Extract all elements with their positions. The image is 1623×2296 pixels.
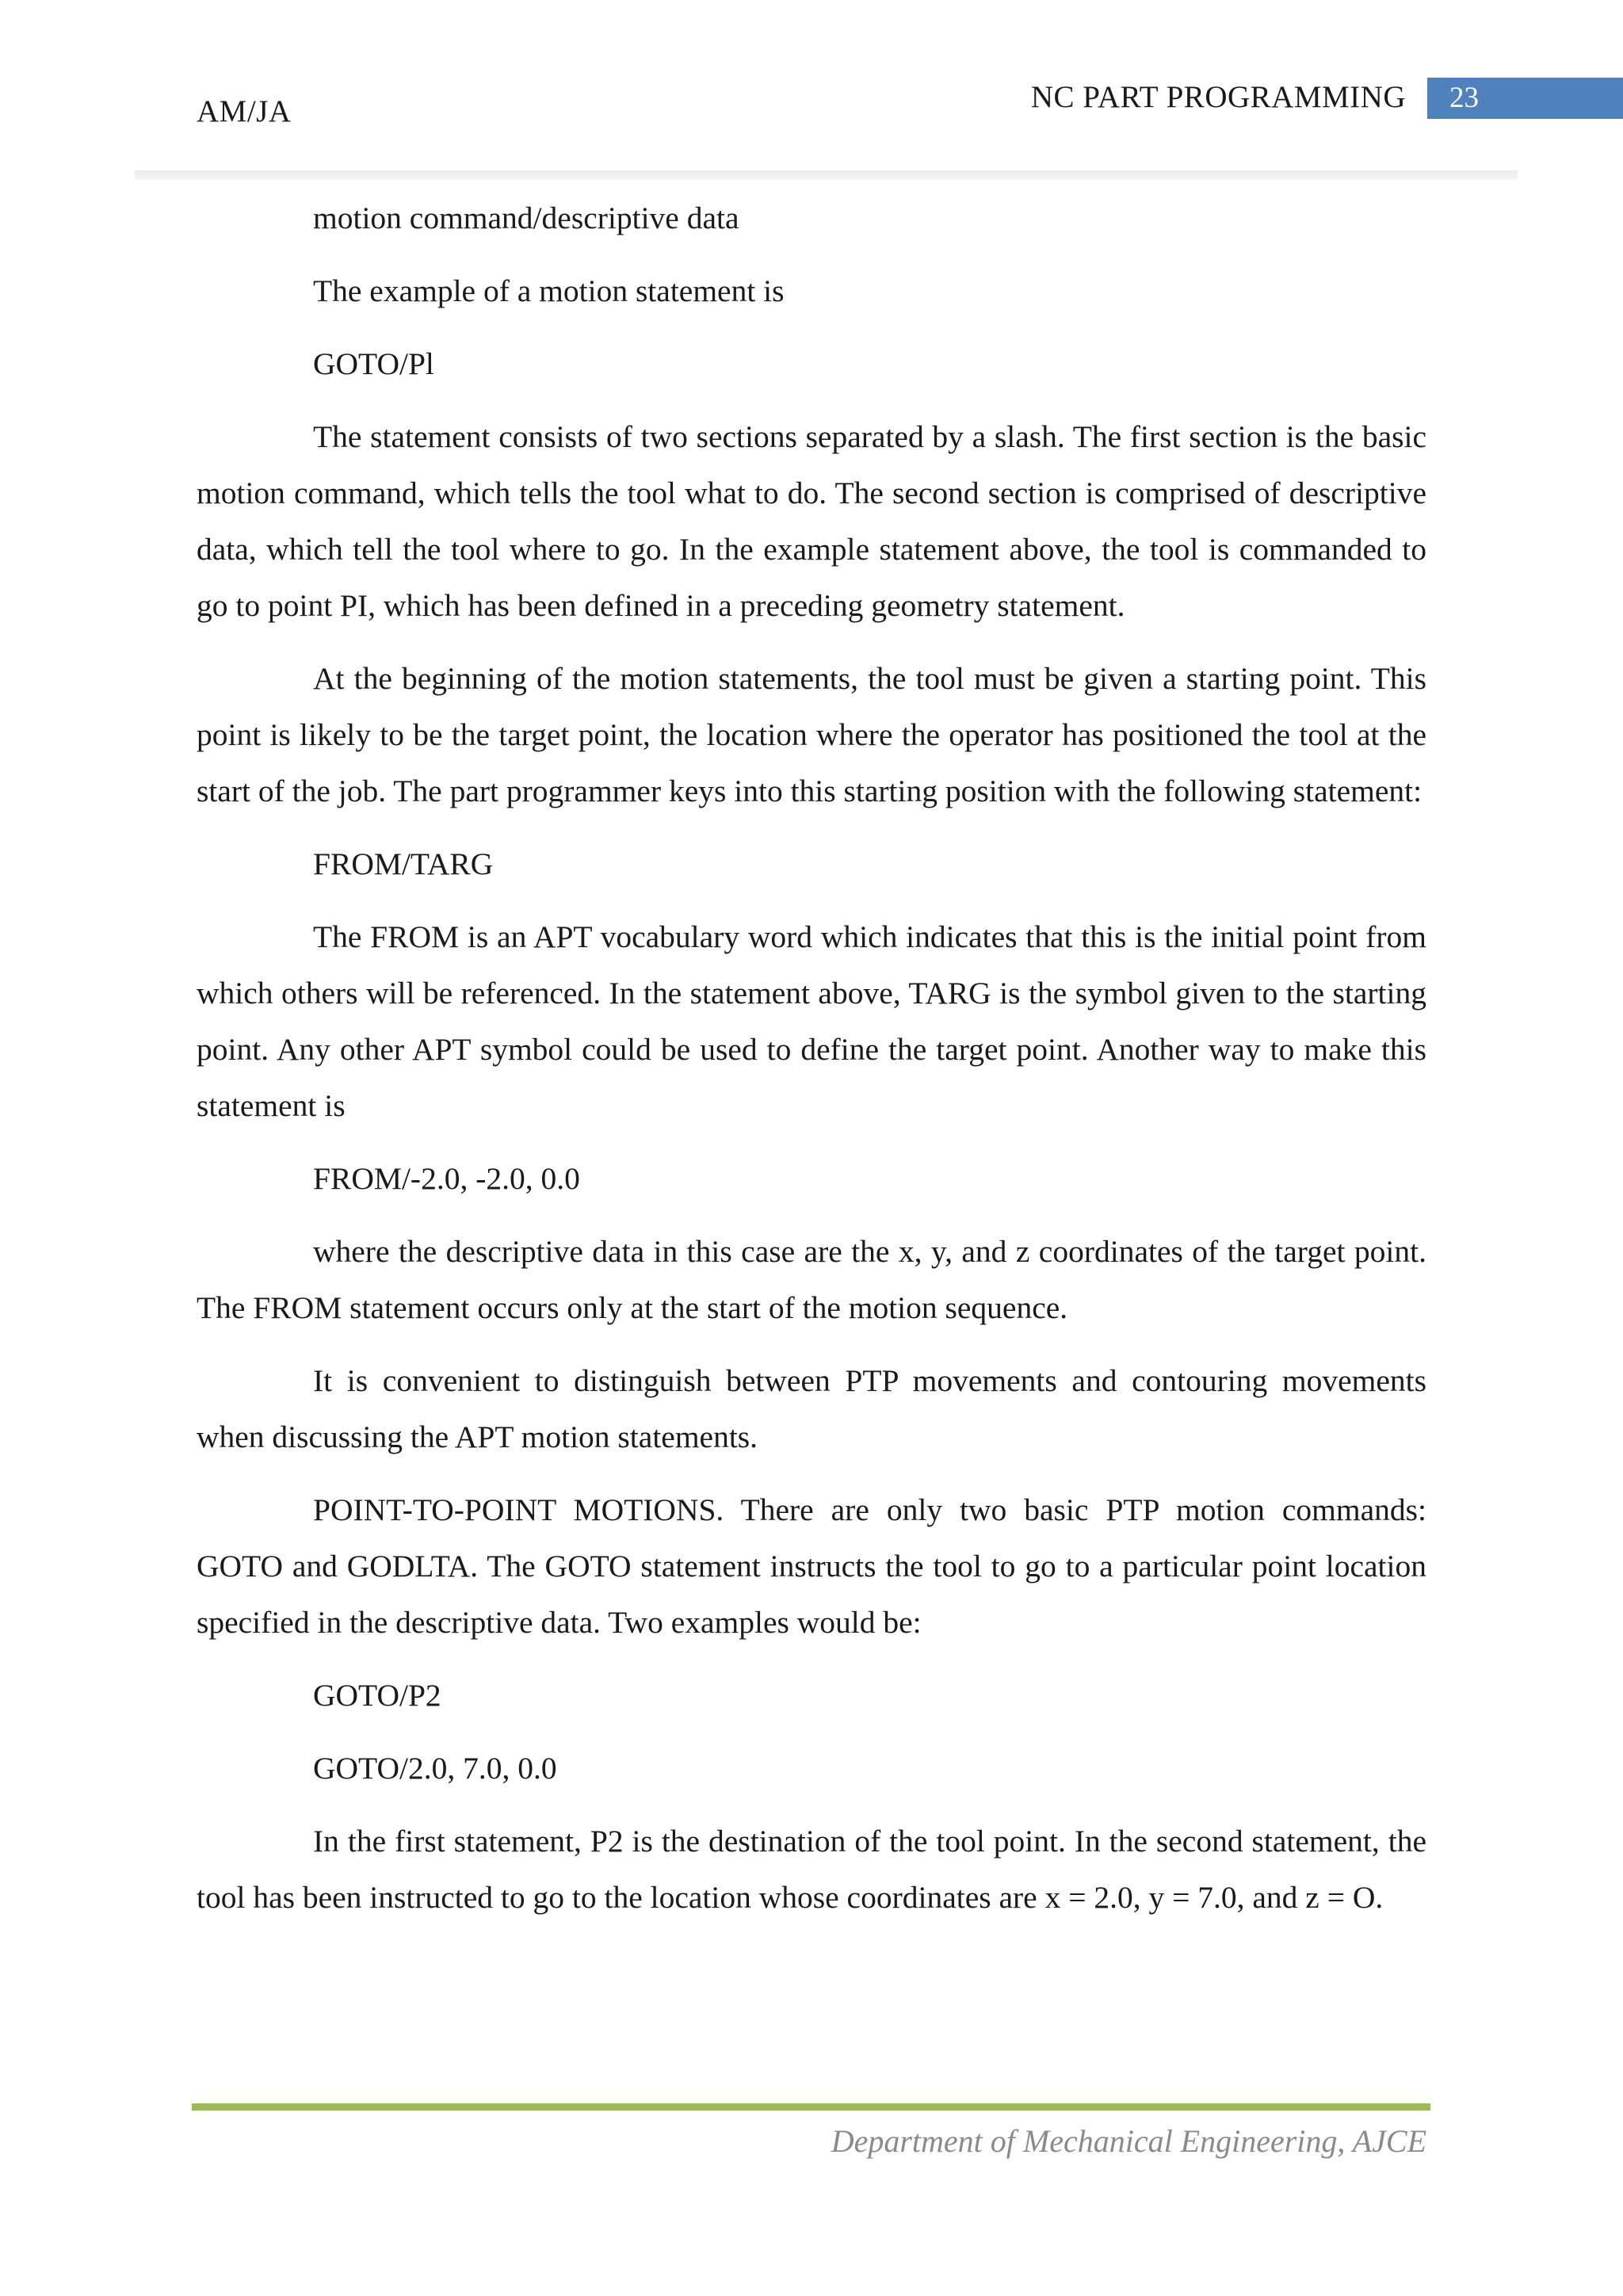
code-statement: GOTO/P2 bbox=[313, 1678, 441, 1713]
paragraph: At the beginning of the motion statements, the tool must be given a starting point. This point is likely to be the target point, the location where the operator has positioned the tool at the start of the job. The part programmer keys into this starting position with the following statement: bbox=[197, 661, 1426, 808]
page-number: 23 bbox=[1449, 82, 1479, 114]
footer-divider bbox=[192, 2103, 1430, 2111]
paragraph: The FROM is an APT vocabulary word which indicates that this is the initial point from which others will be referenced. In the statement above, TARG is the symbol given to the starting point. Any other APT symbol could be used to define the target point. Another way to make this statement is bbox=[197, 919, 1426, 1123]
code-statement: GOTO/2.0, 7.0, 0.0 bbox=[313, 1751, 557, 1786]
header-divider bbox=[135, 170, 1518, 180]
paragraph: POINT-TO-POINT MOTIONS. There are only two basic PTP motion commands: GOTO and GODLTA. The GOTO statement instructs the tool to go to a particular point location specified in the descriptive data. Two examples would be: bbox=[197, 1492, 1426, 1640]
footer-department: Department of Mechanical Engineering, AJCE bbox=[831, 2123, 1426, 2159]
paragraph-example-intro: The example of a motion statement is bbox=[313, 273, 785, 308]
paragraph: The statement consists of two sections separated by a slash. The first section is the basic motion command, which tells the tool what to do. The second section is comprised of descriptive data, which tell the tool where to go. In the example statement above, the tool is commanded to go to point PI, which has been defined in a preceding geometry statement. bbox=[197, 419, 1426, 623]
page-number-box bbox=[1427, 78, 1623, 119]
header-title: NC PART PROGRAMMING bbox=[1030, 80, 1406, 114]
page-body bbox=[197, 190, 1426, 1943]
code-statement: FROM/-2.0, -2.0, 0.0 bbox=[313, 1161, 580, 1196]
header-author: AM/JA bbox=[197, 94, 292, 128]
paragraph-continuation: motion command/descriptive data bbox=[313, 201, 739, 235]
paragraph: In the first statement, P2 is the destination of the tool point. In the second statement, the tool has been instructed to go to the location whose coordinates are x = 2.0, y = 7.0, and z = O. bbox=[197, 1824, 1426, 1915]
paragraph: where the descriptive data in this case are the x, y, and z coordinates of the target point. The FROM statement occurs only at the start of the motion sequence. bbox=[197, 1234, 1426, 1325]
code-statement: FROM/TARG bbox=[313, 846, 494, 881]
paragraph: It is convenient to distinguish between PTP movements and contouring movements when discussing the APT motion statements. bbox=[197, 1363, 1426, 1454]
code-statement: GOTO/Pl bbox=[313, 346, 434, 381]
